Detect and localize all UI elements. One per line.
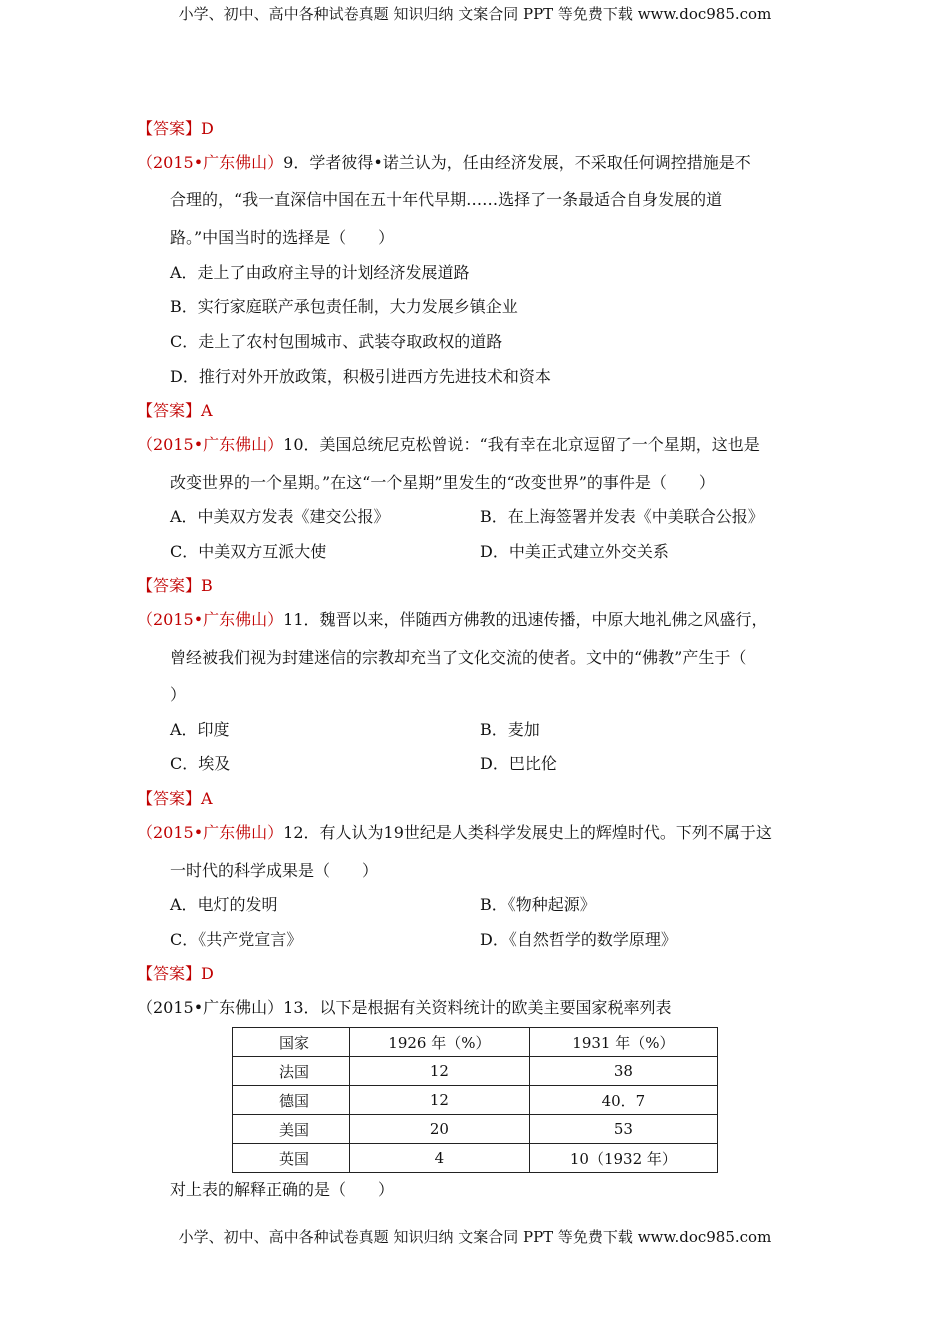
answer-10 bbox=[137, 575, 213, 597]
question-9-option-d: D．推行对外开放政策，积极引进西方先进技术和资本 bbox=[170, 367, 551, 386]
question-10-option-b: B．在上海签署并发表《中美联合公报》 bbox=[480, 507, 764, 526]
question-11-line-1 bbox=[137, 609, 768, 631]
question-source: （2015•广东佛山） bbox=[137, 998, 284, 1017]
table-row bbox=[233, 1057, 718, 1086]
question-12-line-1 bbox=[137, 822, 772, 844]
header-banner: 小学、初中、高中各种试卷真题 知识归纳 文案合同 PPT 等免费下载 www.doc985.com bbox=[178, 5, 772, 23]
table-cell: 4 bbox=[350, 1144, 530, 1173]
answer-11 bbox=[137, 788, 213, 810]
question-9-line-1 bbox=[137, 152, 751, 174]
table-cell: 12 bbox=[350, 1057, 530, 1086]
table-cell: 53 bbox=[529, 1115, 717, 1144]
question-11-line-3: ） bbox=[170, 685, 187, 704]
question-9-option-b: B．实行家庭联产承包责任制，大力发展乡镇企业 bbox=[170, 297, 518, 316]
question-text: 11．魏晋以来，伴随西方佛教的迅速传播，中原大地礼佛之风盛行， bbox=[283, 610, 768, 629]
table-cell: 法国 bbox=[233, 1057, 350, 1086]
answer-value: D bbox=[201, 119, 214, 138]
answer-value: A bbox=[201, 789, 213, 808]
question-12-option-a: A．电灯的发明 bbox=[170, 895, 278, 914]
question-10-line-2: 改变世界的一个星期。”在这“一个星期”里发生的“改变世界”的事件是（ ） bbox=[170, 473, 715, 492]
table-header-cell: 1931 年（%） bbox=[529, 1028, 717, 1057]
question-text: 12．有人认为19世纪是人类科学发展史上的辉煌时代。下列不属于这 bbox=[283, 823, 772, 842]
table-row bbox=[233, 1115, 718, 1144]
answer-tag: 【答案】 bbox=[137, 401, 202, 420]
table-row bbox=[233, 1144, 718, 1173]
question-9-option-c: C．走上了农村包围城市、武装夺取政权的道路 bbox=[170, 332, 503, 351]
answer-tag: 【答案】 bbox=[137, 789, 202, 808]
answer-tag: 【答案】 bbox=[137, 964, 202, 983]
answer-value: D bbox=[201, 964, 214, 983]
tax-rate-table bbox=[232, 1027, 718, 1173]
table-cell: 40．7 bbox=[529, 1086, 717, 1115]
question-text: 9．学者彼得•诺兰认为，任由经济发展，不采取任何调控措施是不 bbox=[283, 153, 751, 172]
question-13-line-1 bbox=[137, 997, 672, 1019]
question-12-option-b: B．《物种起源》 bbox=[480, 895, 596, 914]
question-11-option-b: B．麦加 bbox=[480, 720, 540, 739]
question-11-line-2: 曾经被我们视为封建迷信的宗教却充当了文化交流的使者。文中的“佛教”产生于（ bbox=[170, 648, 747, 667]
table-cell: 12 bbox=[350, 1086, 530, 1115]
table-cell: 美国 bbox=[233, 1115, 350, 1144]
question-9-line-2: 合理的，“我一直深信中国在五十年代早期……选择了一条最适合自身发展的道 bbox=[170, 190, 723, 209]
question-10-line-1 bbox=[137, 434, 760, 456]
question-12-option-c: C．《共产党宣言》 bbox=[170, 930, 303, 949]
question-source: （2015•广东佛山） bbox=[137, 435, 284, 454]
question-source: （2015•广东佛山） bbox=[137, 153, 284, 172]
question-text: 10．美国总统尼克松曾说：“我有幸在北京逗留了一个星期，这也是 bbox=[283, 435, 760, 454]
question-11-option-d: D．巴比伦 bbox=[480, 754, 557, 773]
question-11-option-c: C．埃及 bbox=[170, 754, 231, 773]
table-header-row bbox=[233, 1028, 718, 1057]
question-source: （2015•广东佛山） bbox=[137, 610, 284, 629]
answer-tag: 【答案】 bbox=[137, 576, 202, 595]
question-11-option-a: A．印度 bbox=[170, 720, 230, 739]
question-12-line-2: 一时代的科学成果是（ ） bbox=[170, 861, 379, 880]
table-cell: 20 bbox=[350, 1115, 530, 1144]
footer-banner: 小学、初中、高中各种试卷真题 知识归纳 文案合同 PPT 等免费下载 www.doc985.com bbox=[178, 1228, 772, 1246]
answer-12 bbox=[137, 963, 214, 985]
question-source: （2015•广东佛山） bbox=[137, 823, 284, 842]
table-row bbox=[233, 1086, 718, 1115]
question-9-option-a: A．走上了由政府主导的计划经济发展道路 bbox=[170, 263, 470, 282]
answer-tag: 【答案】 bbox=[137, 119, 202, 138]
question-13-prompt: 对上表的解释正确的是（ ） bbox=[170, 1180, 395, 1199]
question-9-line-3: 路。”中国当时的选择是（ ） bbox=[170, 228, 395, 247]
question-10-option-a: A．中美双方发表《建交公报》 bbox=[170, 507, 390, 526]
question-10-option-d: D．中美正式建立外交关系 bbox=[480, 542, 669, 561]
table-cell: 德国 bbox=[233, 1086, 350, 1115]
table-cell: 英国 bbox=[233, 1144, 350, 1173]
table-header-cell: 国家 bbox=[233, 1028, 350, 1057]
table-cell: 38 bbox=[529, 1057, 717, 1086]
question-text: 13．以下是根据有关资料统计的欧美主要国家税率列表 bbox=[283, 998, 672, 1017]
table-cell: 10（1932 年） bbox=[529, 1144, 717, 1173]
answer-value: A bbox=[201, 401, 213, 420]
answer-value: B bbox=[201, 576, 213, 595]
question-10-option-c: C．中美双方互派大使 bbox=[170, 542, 327, 561]
table-header-cell: 1926 年（%） bbox=[350, 1028, 530, 1057]
answer-8 bbox=[137, 118, 214, 140]
question-12-option-d: D．《自然哲学的数学原理》 bbox=[480, 930, 677, 949]
answer-9 bbox=[137, 400, 213, 422]
